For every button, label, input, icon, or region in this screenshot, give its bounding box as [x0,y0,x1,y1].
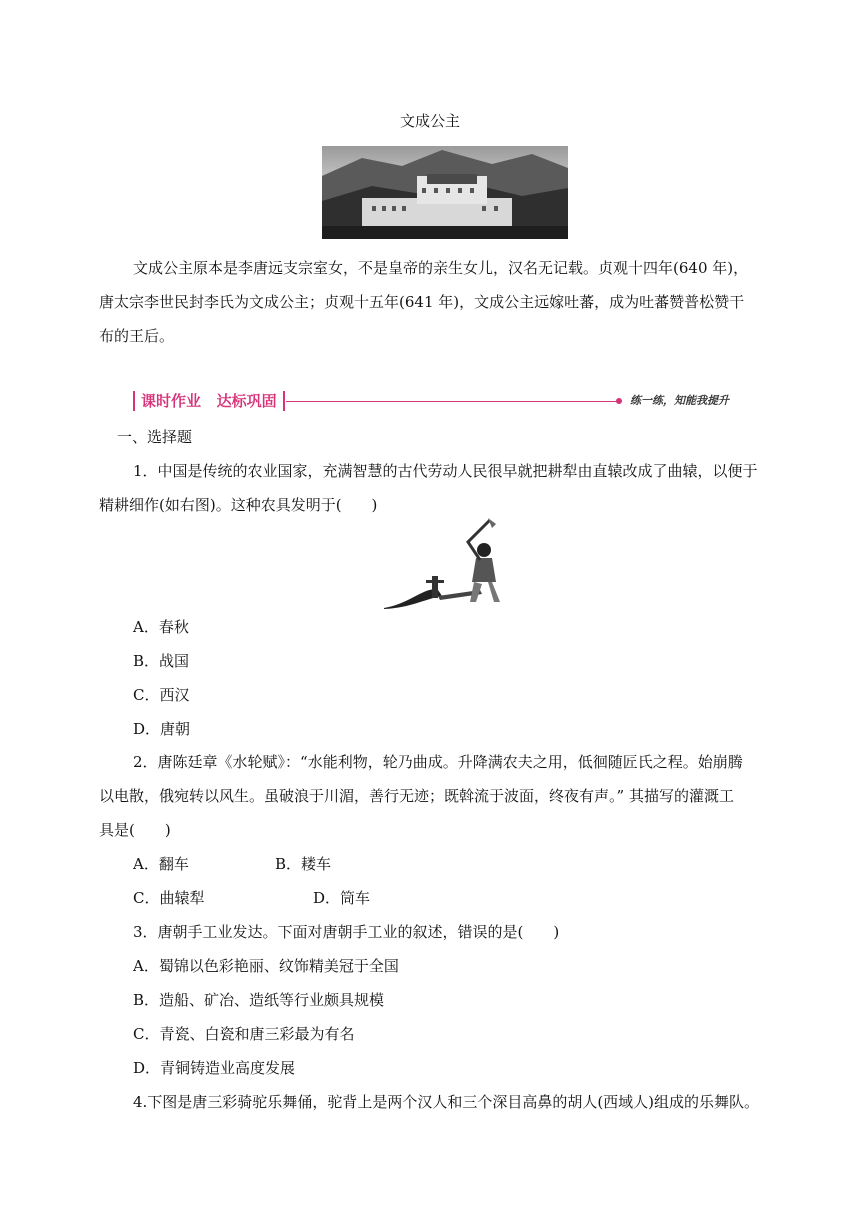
story-paragraph-line: 唐太宗李世民封李氏为文成公主；贞观十五年(641 年)，文成公主远嫁吐蕃，成为吐蕃赞普松赞干 [99,293,745,311]
curved-plow-illustration [380,516,510,611]
question-3-option: C．青瓷、白瓷和唐三彩最为有名 [133,1025,355,1043]
question-2-option: C．曲辕犁 [133,889,205,907]
question-3-option: A．蜀锦以色彩艳丽、纹饰精美冠于全国 [133,957,399,975]
question-4-line: 4.下图是唐三彩骑驼乐舞俑，驼背上是两个汉人和三个深目高鼻的胡人(西域人)组成的乐舞队。 [133,1093,760,1111]
question-2-option: B．耧车 [275,855,332,873]
question-1-option: D．唐朝 [133,720,191,738]
question-2-line: 2．唐陈廷章《水轮赋》：“水能利物，轮乃曲成。升降满农夫之用，低徊随匠氏之程。始崩腾 [133,753,743,771]
story-paragraph-line: 布的王后。 [99,327,175,345]
question-3-option: B．造船、矿冶、造纸等行业颇具规模 [133,991,385,1009]
banner-divider [286,401,620,402]
question-1-line: 1．中国是传统的农业国家，充满智慧的古代劳动人民很早就把耕犁由直辕改成了曲辕，以便于 [133,462,758,480]
question-1-option: C．西汉 [133,686,190,704]
question-1-option: B．战国 [133,652,190,670]
potala-palace-photo [322,146,568,239]
question-1-line: 精耕细作(如右图)。这种农具发明于( ) [99,496,378,514]
section-banner-label: 课时作业 达标巩固 [133,391,285,411]
story-paragraph-line: 文成公主原本是李唐远支宗室女，不是皇帝的亲生女儿，汉名无记载。贞观十四年(640 年)， [133,259,749,277]
question-3-option: D．青铜铸造业高度发展 [133,1059,296,1077]
question-2-line: 具是( ) [99,821,171,839]
question-2-option: D．筒车 [313,889,371,907]
banner-dot-icon [616,398,622,404]
question-2-line: 以电散，俄宛转以风生。虽破浪于川湄，善行无迹；既斡流于波面，终夜有声。” 其描写的灌溉工 [99,787,734,805]
question-2-option: A．翻车 [133,855,189,873]
question-3-line: 3．唐朝手工业发达。下面对唐朝手工业的叙述，错误的是( ) [133,923,560,941]
story-title: 文成公主 [399,112,460,130]
banner-tagline: 练一练，知能我提升 [630,394,729,407]
section-heading: 一、选择题 [117,428,193,446]
question-1-option: A．春秋 [133,618,189,636]
